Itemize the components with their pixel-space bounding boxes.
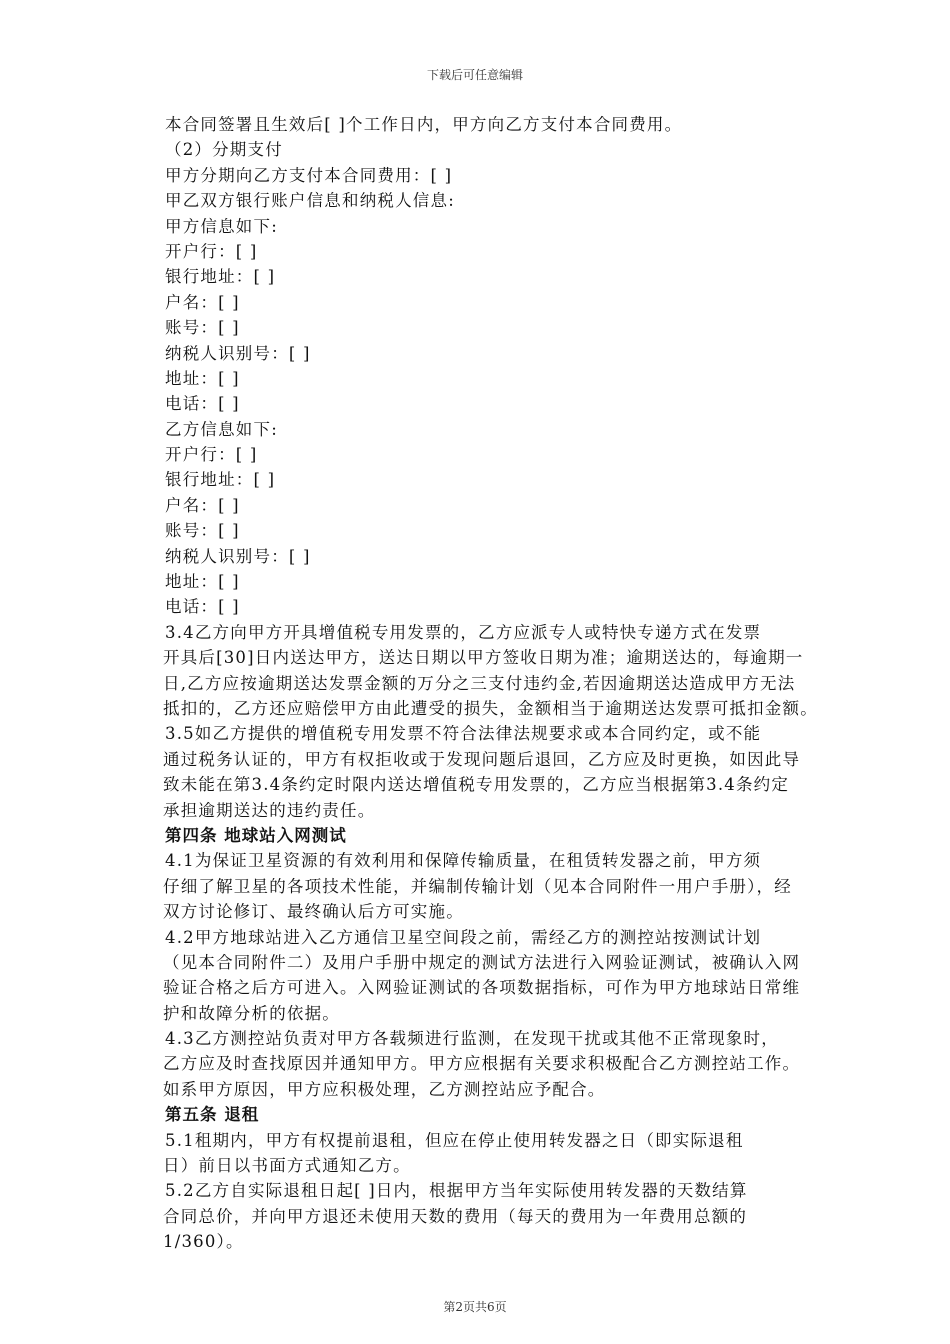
text-line: 电话：[ ] bbox=[165, 597, 240, 617]
text-line: 纳税人识别号：[ ] bbox=[165, 343, 311, 363]
text-line: 5.2乙方自实际退租日起[ ]日内，根据甲方当年实际使用转发器的天数结算 bbox=[165, 1181, 748, 1201]
text-line: 4.2甲方地球站进入乙方通信卫星空间段之前，需经乙方的测控站按测试计划 bbox=[165, 927, 762, 947]
text-line: 3.5如乙方提供的增值税专用发票不符合法律法规要求或本合同约定，或不能 bbox=[165, 724, 762, 744]
text-line: 乙方应及时查找原因并通知甲方。甲方应根据有关要求积极配合乙方测控站工作。 bbox=[163, 1054, 801, 1074]
page-footer: 第2页共6页 bbox=[443, 1300, 507, 1314]
text-line: 4.3乙方测控站负责对甲方各载频进行监测，在发现干扰或其他不正常现象时， bbox=[165, 1029, 779, 1049]
text-line: 银行地址：[ ] bbox=[165, 267, 276, 287]
text-line: 开户行：[ ] bbox=[165, 241, 258, 261]
clause-4-2 bbox=[165, 925, 825, 1027]
text-line: 仔细了解卫星的各项技术性能，并编制传输计划（见本合同附件一用户手册），经 bbox=[163, 876, 792, 896]
text-line: 3.4乙方向甲方开具增值税专用发票的，乙方应派专人或特快专递方式在发票 bbox=[165, 622, 762, 642]
text-line: 本合同签署且生效后[ ]个工作日内，甲方向乙方支付本合同费用。 bbox=[165, 115, 683, 134]
text-line: 1/360）。 bbox=[163, 1232, 244, 1252]
text-line: 日,乙方应按逾期送达发票金额的万分之三支付违约金,若因逾期送达造成甲方无法 bbox=[163, 673, 796, 693]
text-line: 双方讨论修订、最终确认后方可实施。 bbox=[163, 902, 464, 922]
clause-5-2 bbox=[165, 1178, 825, 1254]
text-line: 承担逾期送达的违约责任。 bbox=[163, 800, 376, 820]
text-line: 如系甲方原因，甲方应积极处理，乙方测控站应予配合。 bbox=[163, 1079, 606, 1099]
text-line: 乙方信息如下: bbox=[165, 419, 278, 439]
text-line: 甲方分期向乙方支付本合同费用：[ ] bbox=[165, 165, 453, 185]
text-line: 银行地址：[ ] bbox=[165, 470, 276, 490]
clause-3-5 bbox=[165, 721, 825, 823]
text-line: 通过税务认证的，甲方有权拒收或于发现问题后退回，乙方应及时更换，如因此导 bbox=[163, 749, 801, 769]
text-line: 账号：[ ] bbox=[165, 521, 240, 541]
clause-4-3 bbox=[165, 1026, 825, 1102]
clause-3-4 bbox=[165, 620, 825, 722]
text-line: 护和故障分析的依据。 bbox=[163, 1003, 340, 1023]
text-line: （2）分期支付 bbox=[165, 140, 283, 160]
text-line: 开户行：[ ] bbox=[165, 445, 258, 465]
text-line: 验证合格之后方可进入。入网验证测试的各项数据指标，可作为甲方地球站日常维 bbox=[163, 978, 801, 998]
text-line: 日）前日以书面方式通知乙方。 bbox=[163, 1156, 411, 1176]
page-header: 下载后可任意编辑 bbox=[426, 68, 523, 82]
text-line: 地址：[ ] bbox=[165, 572, 240, 592]
text-line: 电话：[ ] bbox=[165, 394, 240, 414]
text-line: 合同总价，并向甲方退还未使用天数的费用（每天的费用为一年费用总额的 bbox=[163, 1206, 748, 1226]
text-line: 户名：[ ] bbox=[165, 495, 240, 515]
text-line: 甲乙双方银行账户信息和纳税人信息: bbox=[165, 191, 455, 211]
text-line: 5.1租期内，甲方有权提前退租，但应在停止使用转发器之日（即实际退租 bbox=[165, 1130, 744, 1150]
text-line: 户名：[ ] bbox=[165, 292, 240, 312]
clause-4-1 bbox=[165, 848, 825, 924]
text-line: 纳税人识别号：[ ] bbox=[165, 546, 311, 566]
text-line: 账号：[ ] bbox=[165, 318, 240, 338]
text-line: 致未能在第3.4条约定时限内送达增值税专用发票的，乙方应当根据第3.4条约定 bbox=[163, 775, 790, 795]
text-line: 甲方信息如下: bbox=[165, 216, 278, 236]
text-line: （见本合同附件二）及用户手册中规定的测试方法进行入网验证测试，被确认入网 bbox=[163, 952, 801, 972]
text-line: 开具后[30]日内送达甲方，送达日期以甲方签收日期为准；逾期送达的，每逾期一 bbox=[163, 648, 804, 668]
article-5-heading: 第五条 退租 bbox=[165, 1105, 260, 1125]
article-4-heading: 第四条 地球站入网测试 bbox=[165, 825, 347, 845]
text-line: 抵扣的，乙方还应赔偿甲方由此遭受的损失，金额相当于逾期送达发票可抵扣金额。 bbox=[163, 698, 818, 718]
clause-5-1 bbox=[165, 1128, 825, 1179]
document-body bbox=[165, 112, 825, 1255]
text-line: 4.1为保证卫星资源的有效利用和保障传输质量，在租赁转发器之前，甲方须 bbox=[165, 851, 762, 871]
text-line: 地址：[ ] bbox=[165, 368, 240, 388]
